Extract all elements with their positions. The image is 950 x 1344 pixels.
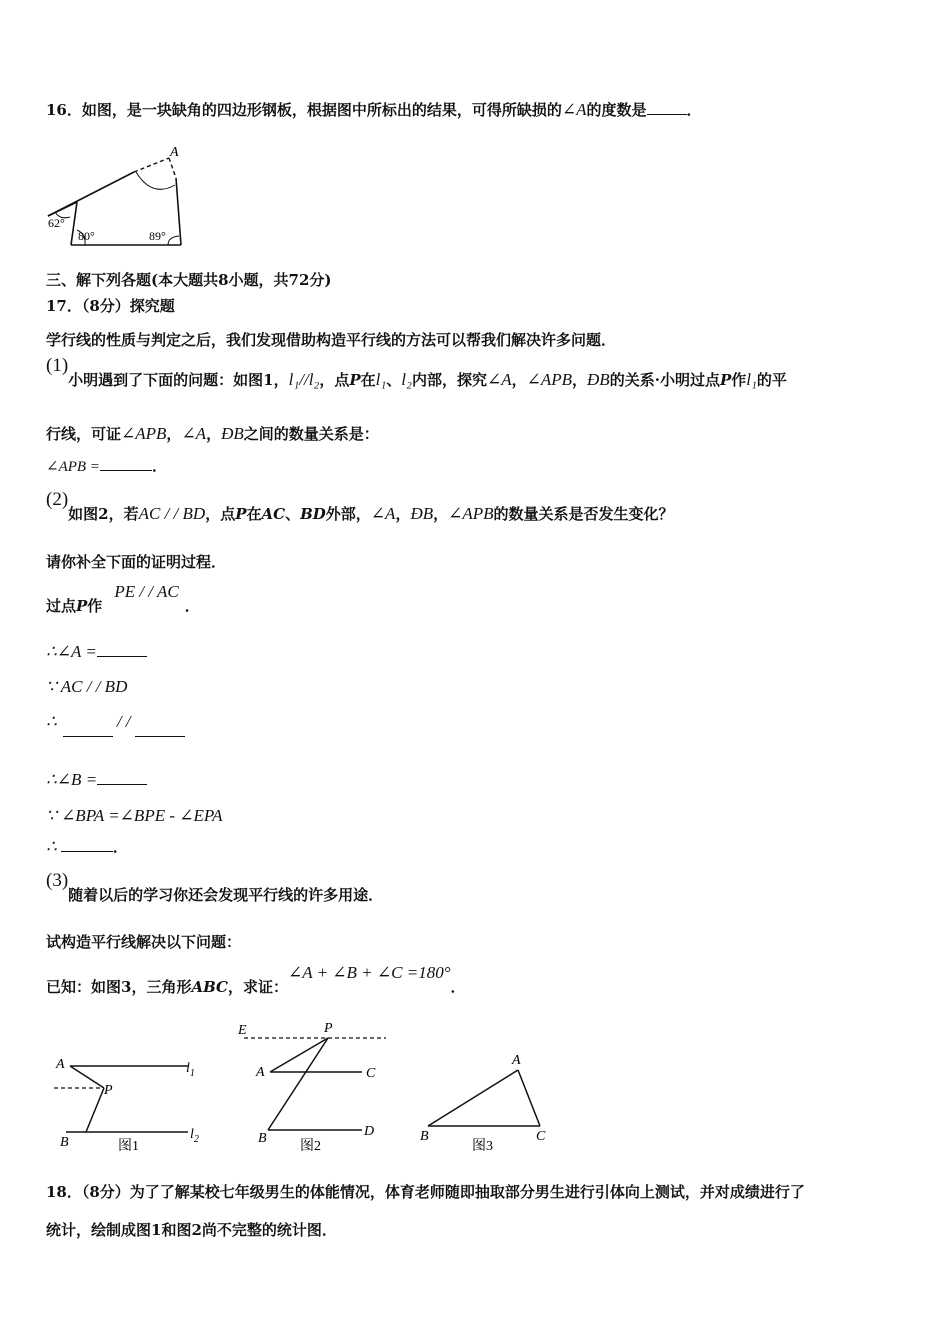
proof-step-5: ∵ ∠BPA =∠BPE - ∠EPA [46, 806, 223, 825]
q17-part2-construct: 过点P作PE / / AC． [46, 582, 200, 615]
fig2-label-A: A [256, 1065, 265, 1080]
q17-part1-line1: (1)小明遇到了下面的问题：如图1，l₁//l₂，点P在l₁、l₂内部，探究∠A，∠APB，ÐB的关系·小明过点P作l₁的平 [46, 355, 787, 389]
part1-number: (1) [46, 355, 69, 376]
fig2-label-D: D [364, 1124, 375, 1139]
q16-label-80: 80° [78, 229, 95, 243]
proof-blank-4 [97, 770, 147, 785]
fig2-label-P: P [324, 1021, 333, 1036]
q16-angle: ∠A [561, 100, 587, 119]
fig1-label-P: P [104, 1083, 113, 1098]
q16-text-post: 的度数是 [586, 101, 647, 119]
q17-part1-answer: ∠APB = ． [46, 457, 167, 475]
fig2-caption: 图2 [300, 1139, 321, 1154]
proof-step-3: ∴ / / [46, 712, 185, 732]
q17-part3-line1: (3)随着以后的学习你还会发现平行线的许多用途． [46, 870, 384, 904]
proof-step-4: ∴∠B = [46, 770, 147, 790]
fig2-label-E: E [238, 1023, 247, 1038]
fig1-label-l2: $l_2$ [190, 1127, 199, 1145]
part1-answer-blank [100, 456, 152, 471]
fig2-label-C: C [366, 1066, 376, 1081]
fig3-label-C: C [536, 1129, 546, 1144]
math-l1-parallel-l2: l₁//l₂ [288, 370, 320, 389]
q16-answer-blank [647, 100, 687, 115]
q17-intro: 学行线的性质与判定之后，我们发现借助构造平行线的方法可以帮我们解决许多问题． [46, 331, 617, 349]
q17-figure-1 [48, 1048, 218, 1158]
q16-label-62: 62° [48, 216, 65, 230]
q17-part3-line2: 试构造平行线解决以下问题： [46, 933, 242, 951]
q16-figure [44, 140, 194, 255]
q17-part2-fill-prompt: 请你补全下面的证明过程． [46, 553, 227, 571]
q17-figure-2 [234, 1018, 404, 1158]
q16-end: ． [686, 101, 702, 119]
fig1-caption: 图1 [118, 1139, 139, 1154]
fig1-label-l1: $l_1$ [186, 1061, 195, 1079]
proof-blank-6 [61, 837, 113, 852]
fig1-label-B: B [60, 1135, 69, 1150]
part2-number: (2) [46, 489, 69, 510]
section-3-heading: 三、解下列各题(本大题共8小题，共72分) [46, 271, 332, 289]
fig2-label-B: B [258, 1131, 267, 1146]
q17-part2-line1: (2)如图2，若AC / / BD，点P在AC、BD外部，∠A，ÐB，∠APB的数量关系是否发生变化？ [46, 489, 674, 523]
q17-figure-3 [414, 1048, 564, 1158]
proof-step-1: ∴∠A = [46, 642, 147, 662]
proof-step-2: ∵ AC / / BD [46, 677, 128, 696]
proof-blank-3a [63, 722, 113, 737]
fig3-caption: 图3 [472, 1139, 493, 1154]
q16-text [46, 100, 702, 120]
q17-part3-line3: 已知：如图3，三角形ABC，求证：∠A + ∠B + ∠C =180°． [46, 963, 466, 996]
fig3-label-B: B [420, 1129, 429, 1144]
fig1-label-A: A [56, 1057, 65, 1072]
q16-label-A: A [170, 145, 179, 160]
proof-step-6: ∴ ． [46, 837, 128, 856]
q17-title: 17．（8分）探究题 [46, 297, 175, 315]
proof-blank-3b [135, 722, 185, 737]
proof-blank-1 [97, 642, 147, 657]
q16-label-89: 89° [149, 229, 166, 243]
part3-number: (3) [46, 870, 69, 891]
q18-line-1: 18．（8分）为了了解某校七年级男生的体能情况，体育老师随即抽取部分男生进行引体向上测试，并对成绩进行了 [46, 1183, 805, 1201]
fig3-label-A: A [512, 1053, 521, 1068]
q16-text-pre: 16．如图，是一块缺角的四边形钢板，根据图中所标出的结果，可得所缺损的 [46, 101, 562, 119]
q18-line-2: 统计，绘制成图1和图2尚不完整的统计图． [46, 1221, 337, 1239]
q17-part1-line2: 行线，可证∠APB，∠A，ÐB之间的数量关系是： [46, 424, 379, 443]
